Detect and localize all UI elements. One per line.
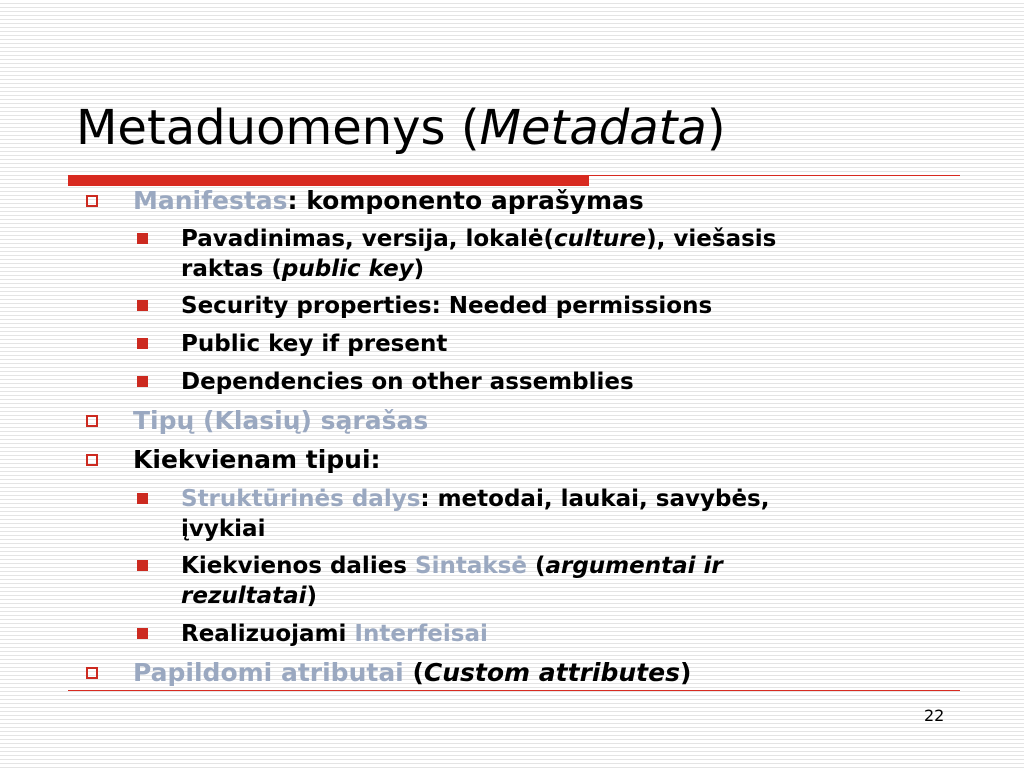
sub-bullet-item [181,329,447,359]
bullet-text: : komponento aprašymas [287,186,644,215]
highlighted-term: Tipų (Klasių) sąrašas [133,406,429,435]
slide-title-main: Metaduomenys ( [76,100,480,156]
bullet-line [181,367,634,397]
bullet-filled-square-icon [137,376,148,387]
bullet-filled-square-icon [137,338,148,349]
bullet-text: ) [679,658,692,687]
slide-title [76,100,726,158]
bullet-line [133,658,691,688]
italic-term: rezultatai [181,583,307,609]
bullet-filled-square-icon [137,233,148,244]
bullet-text: Security properties: Needed permissions [181,293,713,319]
bullet-hollow-square-icon [86,415,98,427]
bullet-text: ( [526,553,546,579]
bullet-item [133,186,644,216]
bullet-filled-square-icon [137,493,148,504]
bullet-filled-square-icon [137,300,148,311]
bullet-text: Pavadinimas, versija, lokalė( [181,226,554,252]
bullet-hollow-square-icon [86,454,98,466]
title-underline-thick [68,175,589,186]
bullet-line [181,581,723,611]
highlighted-term: Papildomi atributai [133,658,404,687]
slide-title-italic: Metadata [479,100,707,156]
italic-term: public key [281,256,414,282]
bullet-item [133,406,428,436]
bullet-line [181,291,712,321]
sub-bullet-item [181,367,634,397]
bullet-text: Realizuojami [181,621,355,647]
bullet-line [133,186,644,216]
sub-bullet-item [181,224,776,284]
title-underline-thin [68,175,960,176]
highlighted-term: Interfeisai [354,621,488,647]
sub-bullet-item [181,291,712,321]
bullet-line [181,514,769,544]
bullet-text: ) [413,256,425,282]
bullet-filled-square-icon [137,628,148,639]
sub-bullet-item [181,551,723,611]
bullet-line [181,254,776,284]
bullet-text: raktas ( [181,256,282,282]
bullet-text: ( [403,658,424,687]
highlighted-term: Struktūrinės dalys [181,486,421,512]
highlighted-term: Sintaksė [415,553,527,579]
bullet-text: ) [306,583,318,609]
sub-bullet-item [181,484,769,544]
bullet-text: Kiekvienos dalies [181,553,415,579]
bullet-filled-square-icon [137,560,148,571]
bullet-text: įvykiai [181,516,266,542]
highlighted-term: Manifestas [133,186,288,215]
bullet-hollow-square-icon [86,195,98,207]
page-number: 22 [924,706,945,725]
bullet-line [181,329,447,359]
bullet-text: Dependencies on other assemblies [181,369,634,395]
bullet-hollow-square-icon [86,667,98,679]
bullet-line [181,551,723,581]
bullet-text: ), viešasis [646,226,777,252]
slide-title-close: ) [706,100,726,156]
bullet-line [181,224,776,254]
bullet-line [181,484,769,514]
bullet-line [181,619,488,649]
bullet-text: Public key if present [181,331,448,357]
italic-term: Custom attributes [423,658,680,687]
sub-bullet-item [181,619,488,649]
bullet-item [133,658,691,688]
bullet-line [133,406,428,436]
bullet-text: : metodai, laukai, savybės, [420,486,770,512]
italic-term: argumentai ir [545,553,723,579]
bullet-line [133,445,381,475]
bullet-text: Kiekvienam tipui: [133,445,381,474]
bullet-item [133,445,381,475]
italic-term: culture [553,226,647,252]
footer-divider [68,690,960,691]
